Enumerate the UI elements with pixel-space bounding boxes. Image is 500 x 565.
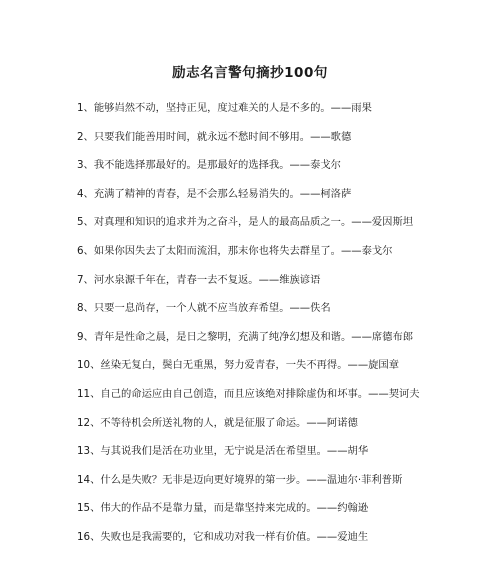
quote-item: 10、丝染无复白，鬓白无重黑，努力爱青春，一失不再得。——旋国章 <box>77 359 400 372</box>
quote-item: 3、我不能选择那最好的。是那最好的选择我。——泰戈尔 <box>77 159 341 172</box>
quote-item: 7、河水泉源千年在，青春一去不复返。——维族谚语 <box>77 273 321 286</box>
quote-item: 12、不等待机会所送礼物的人，就是征服了命运。——阿诺德 <box>77 416 358 429</box>
quote-list <box>77 99 497 557</box>
quote-item: 9、青年是性命之晨，是日之黎明，充满了纯净幻想及和谐。——席德布郎 <box>77 330 414 343</box>
document-title: 励志名言警句摘抄100句 <box>172 65 328 81</box>
quote-item: 5、对真理和知识的追求并为之奋斗，是人的最高品质之一。——爱因斯坦 <box>77 216 414 229</box>
quote-item: 4、充满了精神的青春，是不会那么轻易消失的。——柯洛萨 <box>77 187 352 200</box>
quote-item: 15、伟大的作品不是靠力量，而是靠坚持来完成的。——约翰逊 <box>77 502 369 515</box>
quote-item: 16、失败也是我需要的，它和成功对我一样有价值。——爱迪生 <box>77 530 369 543</box>
quote-item: 14、什么是失败？无非是迈向更好境界的第一步。——温迪尔·菲利普斯 <box>77 473 403 486</box>
quote-item: 2、只要我们能善用时间，就永远不愁时间不够用。——歌德 <box>77 130 352 143</box>
quote-item: 13、与其说我们是活在功业里，无宁说是活在希望里。——胡华 <box>77 445 369 458</box>
quote-item: 11、自己的命运应由自己创造，而且应该绝对排除虚伪和坏事。——契诃夫 <box>77 387 420 400</box>
quote-item: 6、如果你因失去了太阳而流泪，那末你也将失去群星了。——泰戈尔 <box>77 244 393 257</box>
quote-item: 8、只要一息尚存，一个人就不应当放弃希望。——佚名 <box>77 302 331 315</box>
quote-item: 1、能够岿然不动，坚持正见，度过难关的人是不多的。——雨果 <box>77 102 372 114</box>
